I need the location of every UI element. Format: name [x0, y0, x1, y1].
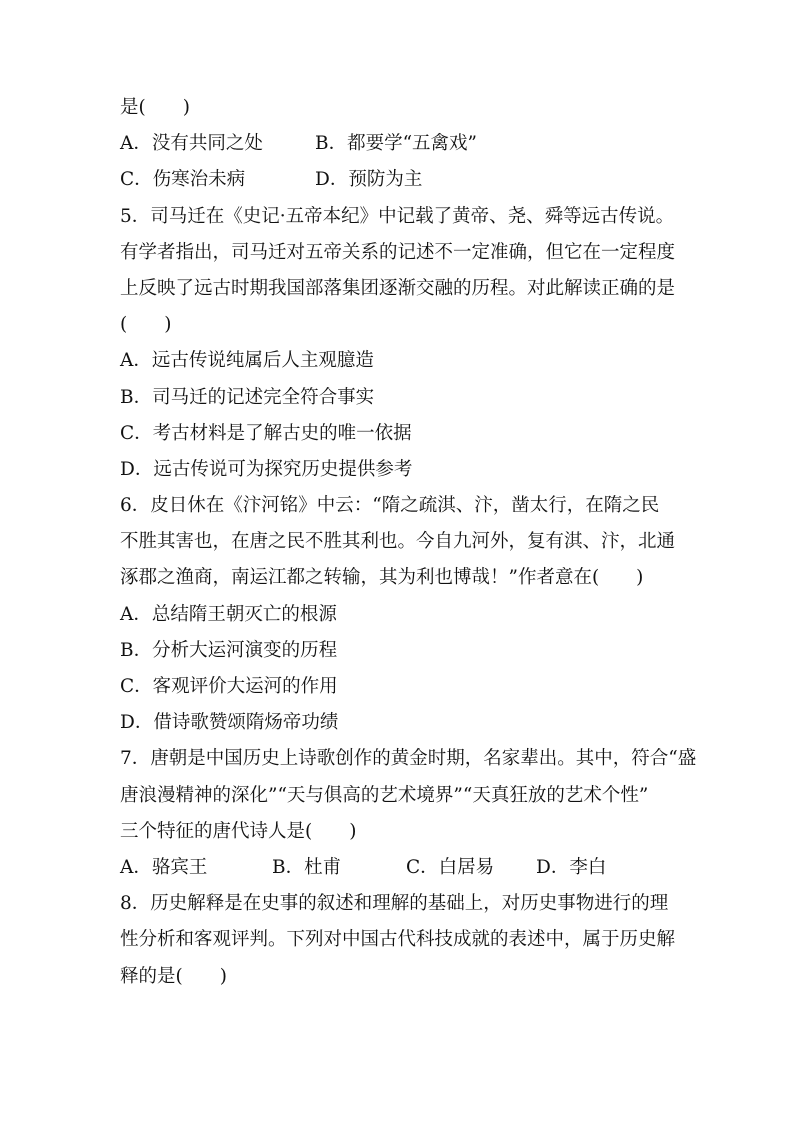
q8-stem-line-1: 8．历史解释是在史事的叙述和理解的基础上，对历史事物进行的理 — [120, 893, 669, 915]
exam-page — [120, 90, 697, 995]
q7-options-row — [120, 850, 680, 886]
q7-option-d: D．李白 — [536, 856, 607, 878]
q4-option-a: A．没有共同之处 — [120, 133, 263, 155]
q5-option-d: D．远古传说可为探究历史提供参考 — [120, 458, 413, 480]
q5-option-b: B．司马迁的记述完全符合事实 — [120, 386, 375, 408]
q7-option-c: C．白居易 — [406, 856, 495, 878]
q5-option-c: C．考古材料是了解古史的唯一依据 — [120, 422, 412, 444]
q6-stem-line-1: 6．皮日休在《汴河铭》中云：“隋之疏淇、汴，凿太行，在隋之民 — [120, 495, 660, 517]
q8-stem-line-3: 释的是( ) — [120, 965, 227, 987]
q5-stem-line-2: 有学者指出，司马迁对五帝关系的记述不一定准确，但它在一定程度 — [120, 241, 676, 263]
q5-stem-line-1: 5．司马迁在《史记·五帝本纪》中记载了黄帝、尧、舜等远古传说。 — [120, 205, 675, 227]
q5-stem-line-3: 上反映了远古时期我国部落集团逐渐交融的历程。对此解读正确的是 — [120, 277, 676, 299]
q6-option-c: C．客观评价大运河的作用 — [120, 676, 338, 697]
q4-option-b: B．都要学“五禽戏” — [315, 133, 478, 155]
q7-option-a: A．骆宾王 — [120, 856, 208, 878]
q5-option-a: A．远古传说纯属后人主观臆造 — [120, 350, 374, 372]
q4-stem-tail: 是( ) — [120, 97, 190, 118]
q7-stem-line-1: 7．唐朝是中国历史上诗歌创作的黄金时期，名家辈出。其中，符合“盛 — [120, 748, 697, 770]
q7-stem-line-3: 三个特征的唐代诗人是( ) — [120, 820, 357, 842]
q4-option-c: C．伤寒治未病 — [120, 169, 246, 191]
q6-stem-line-3: 涿郡之渔商，南运江都之转输，其为利也博哉！”作者意在( ) — [120, 567, 644, 589]
q7-stem-line-2: 唐浪漫精神的深化”“天与俱高的艺术境界”“天真狂放的艺术个性” — [120, 784, 649, 806]
q7-option-b: B．杜甫 — [272, 856, 342, 878]
q6-option-a: A．总结隋王朝灭亡的根源 — [120, 603, 337, 625]
q6-option-d: D．借诗歌赞颂隋炀帝功绩 — [120, 712, 339, 734]
q6-stem-line-2: 不胜其害也，在唐之民不胜其利也。今自九河外，复有淇、汴，北通 — [120, 531, 676, 553]
q6-option-b: B．分析大运河演变的历程 — [120, 639, 338, 661]
q8-stem-line-2: 性分析和客观评判。下列对中国古代科技成就的表述中，属于历史解 — [120, 929, 676, 951]
q5-stem-line-4: ( ) — [120, 314, 172, 336]
q4-option-d: D．预防为主 — [315, 169, 423, 191]
q4-options-row-1 — [120, 126, 680, 162]
q4-options-row-2 — [120, 162, 680, 198]
